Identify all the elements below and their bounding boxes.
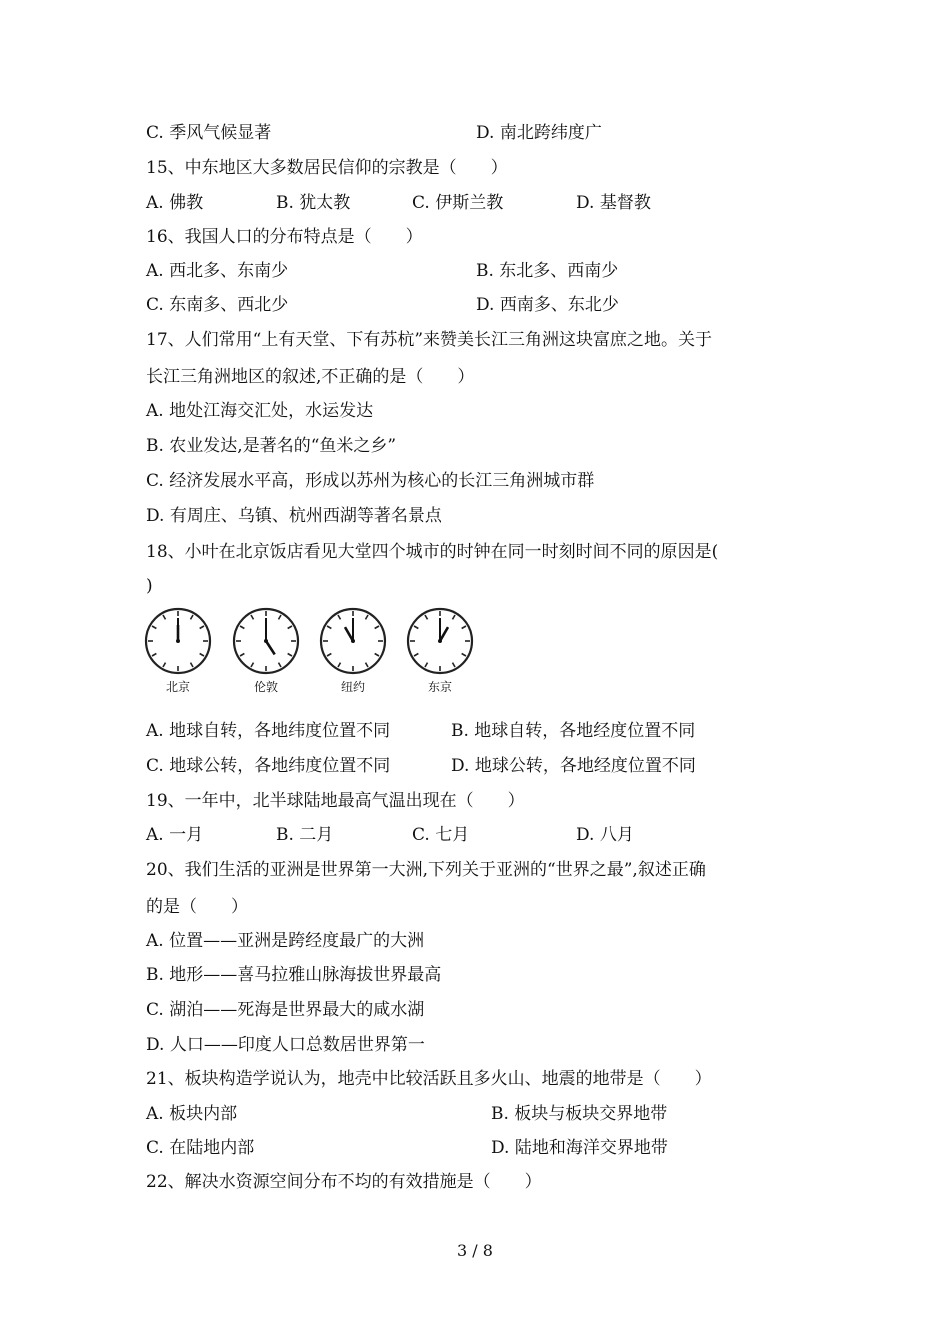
clock-face-icon	[228, 605, 304, 677]
clock-tick	[425, 663, 428, 667]
clock	[140, 605, 216, 700]
clock-center	[176, 639, 180, 643]
clock	[315, 605, 391, 700]
clock-tick	[338, 615, 341, 619]
text-line: A. 地处江海交汇处，水运发达	[146, 401, 374, 421]
clock-city-label: 北京	[165, 680, 190, 694]
answer-option: C. 在陆地内部	[146, 1138, 255, 1158]
clock-center	[351, 639, 355, 643]
text-line: C. 经济发展水平高，形成以苏州为核心的长江三角洲城市群	[146, 471, 595, 491]
text-line: 18、小叶在北京饭店看见大堂四个城市的时钟在同一时刻时间不同的原因是(	[146, 542, 719, 562]
answer-option: C. 季风气候显著	[146, 123, 272, 143]
answer-option: A. 板块内部	[146, 1104, 238, 1124]
answer-option: C. 地球公转，各地纬度位置不同	[146, 756, 391, 776]
clock-tick	[338, 663, 341, 667]
text-line: 16、我国人口的分布特点是（ ）	[146, 227, 423, 247]
clock-tick	[453, 663, 456, 667]
answer-option: B. 犹太教	[276, 193, 351, 213]
answer-option: D. 西南多、东北少	[476, 295, 619, 315]
clock-face-icon	[315, 605, 391, 677]
clock-tick	[366, 615, 369, 619]
answer-option: A. 地球自转，各地纬度位置不同	[146, 721, 391, 741]
text-line: 22、解决水资源空间分布不均的有效措施是（ ）	[146, 1172, 542, 1192]
clock-tick	[152, 626, 156, 629]
clock-tick	[163, 615, 166, 619]
text-line: 21、板块构造学说认为，地壳中比较活跃且多火山、地震的地带是（ ）	[146, 1069, 712, 1089]
answer-option: D. 陆地和海洋交界地带	[491, 1138, 668, 1158]
clock-tick	[240, 654, 244, 657]
clock-tick	[191, 615, 194, 619]
text-line: D. 人口——印度人口总数居世界第一	[146, 1035, 425, 1055]
options-row	[146, 1133, 826, 1163]
answer-option: D. 南北跨纬度广	[476, 123, 602, 143]
text-line: B. 农业发达,是著名的“鱼米之乡”	[146, 436, 397, 456]
clock-tick	[375, 654, 379, 657]
text-line: 的是（ ）	[146, 897, 248, 917]
clock-tick	[425, 615, 428, 619]
clock-face-icon	[402, 605, 478, 677]
clock-tick	[414, 654, 418, 657]
options-row	[146, 716, 826, 746]
clock-tick	[414, 626, 418, 629]
clock-tick	[327, 626, 331, 629]
clock-tick	[375, 626, 379, 629]
clock-tick	[366, 663, 369, 667]
clock-tick	[200, 654, 204, 657]
options-row	[146, 290, 826, 320]
clock-face-icon	[140, 605, 216, 677]
clock-tick	[251, 615, 254, 619]
answer-option: A. 西北多、东南少	[146, 261, 289, 281]
options-row	[146, 256, 826, 286]
text-line: 20、我们生活的亚洲是世界第一大洲,下列关于亚洲的“世界之最”,叙述正确	[146, 860, 706, 880]
clock-tick	[279, 615, 282, 619]
answer-option: D. 八月	[576, 825, 634, 845]
clock-tick	[288, 654, 292, 657]
hour-hand	[266, 641, 275, 654]
clock-city-label: 伦敦	[253, 680, 278, 694]
clock-tick	[200, 626, 204, 629]
hour-hand	[345, 627, 353, 641]
answer-option: B. 地球自转，各地经度位置不同	[451, 721, 696, 741]
clock-tick	[462, 654, 466, 657]
answer-option: D. 地球公转，各地经度位置不同	[451, 756, 696, 776]
clock-tick	[152, 654, 156, 657]
answer-option: C. 伊斯兰教	[412, 193, 504, 213]
text-line: 15、中东地区大多数居民信仰的宗教是（ ）	[146, 158, 508, 178]
text-line: 17、人们常用“上有天堂、下有苏杭”来赞美长江三角洲这块富庶之地。关于	[146, 330, 713, 350]
answer-option: C. 七月	[412, 825, 470, 845]
clock-tick	[163, 663, 166, 667]
options-row	[146, 118, 826, 148]
clock-tick	[462, 626, 466, 629]
answer-option: B. 东北多、西南少	[476, 261, 619, 281]
answer-option: A. 佛教	[146, 193, 204, 213]
clock-tick	[240, 626, 244, 629]
answer-option: B. 板块与板块交界地带	[491, 1104, 668, 1124]
text-line: C. 湖泊——死海是世界最大的咸水湖	[146, 1000, 425, 1020]
options-row	[146, 188, 826, 218]
text-line: )	[146, 576, 153, 596]
clock-tick	[279, 663, 282, 667]
clock-tick	[288, 626, 292, 629]
clock-tick	[191, 663, 194, 667]
options-row	[146, 751, 826, 781]
text-line: D. 有周庄、乌镇、杭州西湖等著名景点	[146, 506, 442, 526]
clock-center	[264, 639, 268, 643]
clock-tick	[327, 654, 331, 657]
clock	[402, 605, 478, 700]
clock-tick	[453, 615, 456, 619]
text-line: A. 位置——亚洲是跨经度最广的大洲	[146, 931, 425, 951]
text-line: B. 地形——喜马拉雅山脉海拔世界最高	[146, 965, 442, 985]
answer-option: D. 基督教	[576, 193, 651, 213]
clock-tick	[251, 663, 254, 667]
clock	[228, 605, 304, 700]
page-number: 3 / 8	[457, 1241, 493, 1260]
answer-option: B. 二月	[276, 825, 334, 845]
options-row	[146, 1099, 826, 1129]
clock-city-label: 东京	[427, 680, 452, 694]
clock-city-label: 纽约	[340, 680, 365, 694]
answer-option: C. 东南多、西北少	[146, 295, 289, 315]
clock-center	[438, 639, 442, 643]
answer-option: A. 一月	[146, 825, 204, 845]
hour-hand	[440, 627, 448, 641]
clock-figure	[140, 605, 480, 700]
options-row	[146, 820, 826, 850]
text-line: 长江三角洲地区的叙述,不正确的是（ ）	[146, 367, 475, 387]
text-line: 19、一年中，北半球陆地最高气温出现在（ ）	[146, 791, 525, 811]
